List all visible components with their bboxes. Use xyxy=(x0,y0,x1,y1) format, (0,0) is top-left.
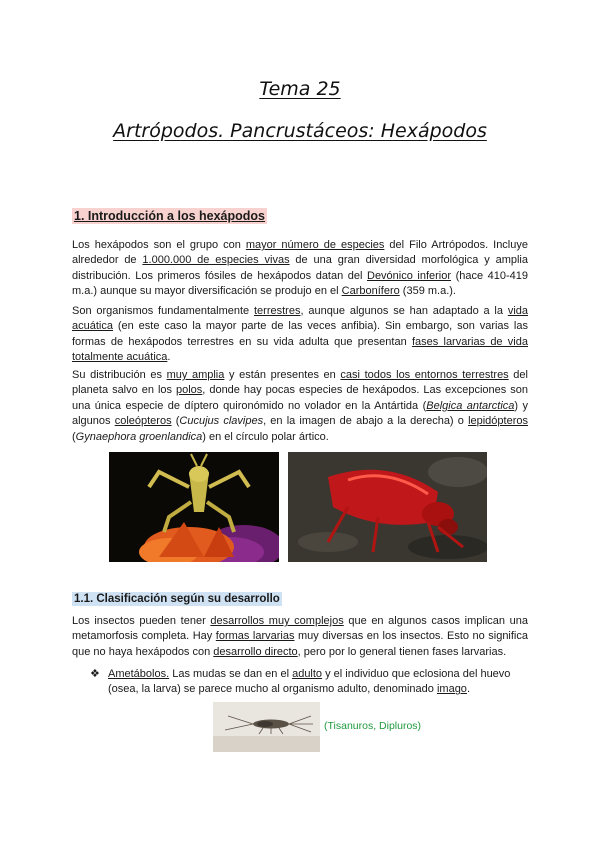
text: Son organismos fundamentalmente xyxy=(72,305,254,317)
paragraph-intro-1 xyxy=(72,238,528,300)
page-subtitle: Artrópodos. Pancrustáceos: Hexápodos xyxy=(113,120,487,142)
text: del Filo Artrópodos. Incluye alrededor de xyxy=(72,239,528,267)
silverfish-illustration xyxy=(213,702,320,752)
silverfish-photo xyxy=(213,702,320,752)
diamond-bullet-icon: ❖ xyxy=(90,668,100,680)
mantis-photo xyxy=(109,452,279,562)
paragraph-classification-1 xyxy=(72,614,528,660)
mantis-illustration xyxy=(109,452,279,562)
section-heading-classification: 1.1. Clasificación según su desarrollo xyxy=(74,593,280,605)
text-underlined: adulto xyxy=(292,668,323,680)
text-underlined: Ametábolos. xyxy=(108,668,170,680)
text: , pero por lo general tienen fases larvarias. xyxy=(297,645,507,658)
text-underlined: 1.000.000 de especies vivas xyxy=(142,254,290,267)
text-underlined: Carbonífero xyxy=(341,285,400,298)
text: (hace 410-419 m.a.) aunque su mayor diversificación se produjo en el xyxy=(72,269,528,298)
text-underlined: desarrollos muy complejos xyxy=(210,615,344,627)
text-underlined: terrestres xyxy=(254,305,301,317)
text: del planeta salvo en los xyxy=(72,369,528,397)
text-underlined: desarrollo directo xyxy=(213,645,298,658)
text: y el individuo que eclosiona del huevo (osea, la larva) se parece mucho al organismo adulto, denominado xyxy=(108,668,511,696)
text-underlined: vida acuática xyxy=(72,305,528,333)
text: . xyxy=(466,683,470,696)
section-heading-intro: 1. Introducción a los hexápodos xyxy=(74,209,266,223)
text: , donde hay pocas especies de hexápodos. Las excepciones son una única especie de díptero quironómido no volador en la Antártida ( xyxy=(72,384,529,412)
text: Las mudas se dan en el xyxy=(169,668,293,680)
text: (en este caso la mayor parte de las veces anfibia). Sin embargo, son varias las formas de hexápodos terrestres en su vida adulta que presentan xyxy=(72,320,528,348)
beetle-photo xyxy=(288,452,487,562)
beetle-illustration xyxy=(288,452,487,562)
text-underlined: fases larvarias de vida totalmente acuática xyxy=(72,335,528,364)
text: Los hexápodos son el grupo con xyxy=(72,239,246,251)
text: muy diversas en los insectos. Esto no significa que no haya hexápodos con xyxy=(72,630,528,658)
page-title: Tema 25 xyxy=(259,78,341,100)
image-caption: (Tisanuros, Dipluros) xyxy=(324,720,422,732)
text-underlined: polos xyxy=(176,384,203,397)
text-underlined: mayor número de especies xyxy=(245,239,385,251)
text-underlined: formas larvarias xyxy=(215,630,295,643)
bullet-ametabolos xyxy=(108,667,528,698)
text: ) y algunos xyxy=(72,399,528,428)
text: , aunque algunos se han adaptado a la xyxy=(300,305,508,317)
text-underlined: lepidópteros xyxy=(468,415,528,428)
text: (359 m.a.). xyxy=(399,285,456,298)
text: de una gran diversidad morfológica y amplia distribución. Los primeros fósiles de hexápodos datan del xyxy=(72,254,528,282)
text: Los insectos pueden tener xyxy=(72,615,211,627)
paragraph-intro-3 xyxy=(72,368,528,445)
text-underlined: casi todos los entornos terrestres xyxy=(340,369,509,381)
text: ) en el círculo polar ártico. xyxy=(202,430,329,443)
paragraph-intro-2 xyxy=(72,304,528,366)
text-underlined: imago xyxy=(436,683,467,696)
text: ( xyxy=(72,430,76,443)
text-underlined: muy amplia xyxy=(166,369,225,381)
text-italic: Cucujus clavipes xyxy=(179,415,264,428)
text: , en la imagen de abajo a la derecha) o xyxy=(263,415,469,428)
text-underlined: Devónico inferior xyxy=(367,269,452,282)
text-italic: Gynaephora groenlandica xyxy=(75,430,203,443)
text: . xyxy=(167,351,171,364)
text: ( xyxy=(171,415,180,428)
text-italic-underlined: Belgica antarctica xyxy=(426,399,515,412)
text: y están presentes en xyxy=(224,369,341,381)
text-underlined: coleópteros xyxy=(114,415,172,428)
text: que en algunos casos implican una metamorfosis completa. Hay xyxy=(72,615,529,643)
text: Su distribución es xyxy=(72,369,167,381)
